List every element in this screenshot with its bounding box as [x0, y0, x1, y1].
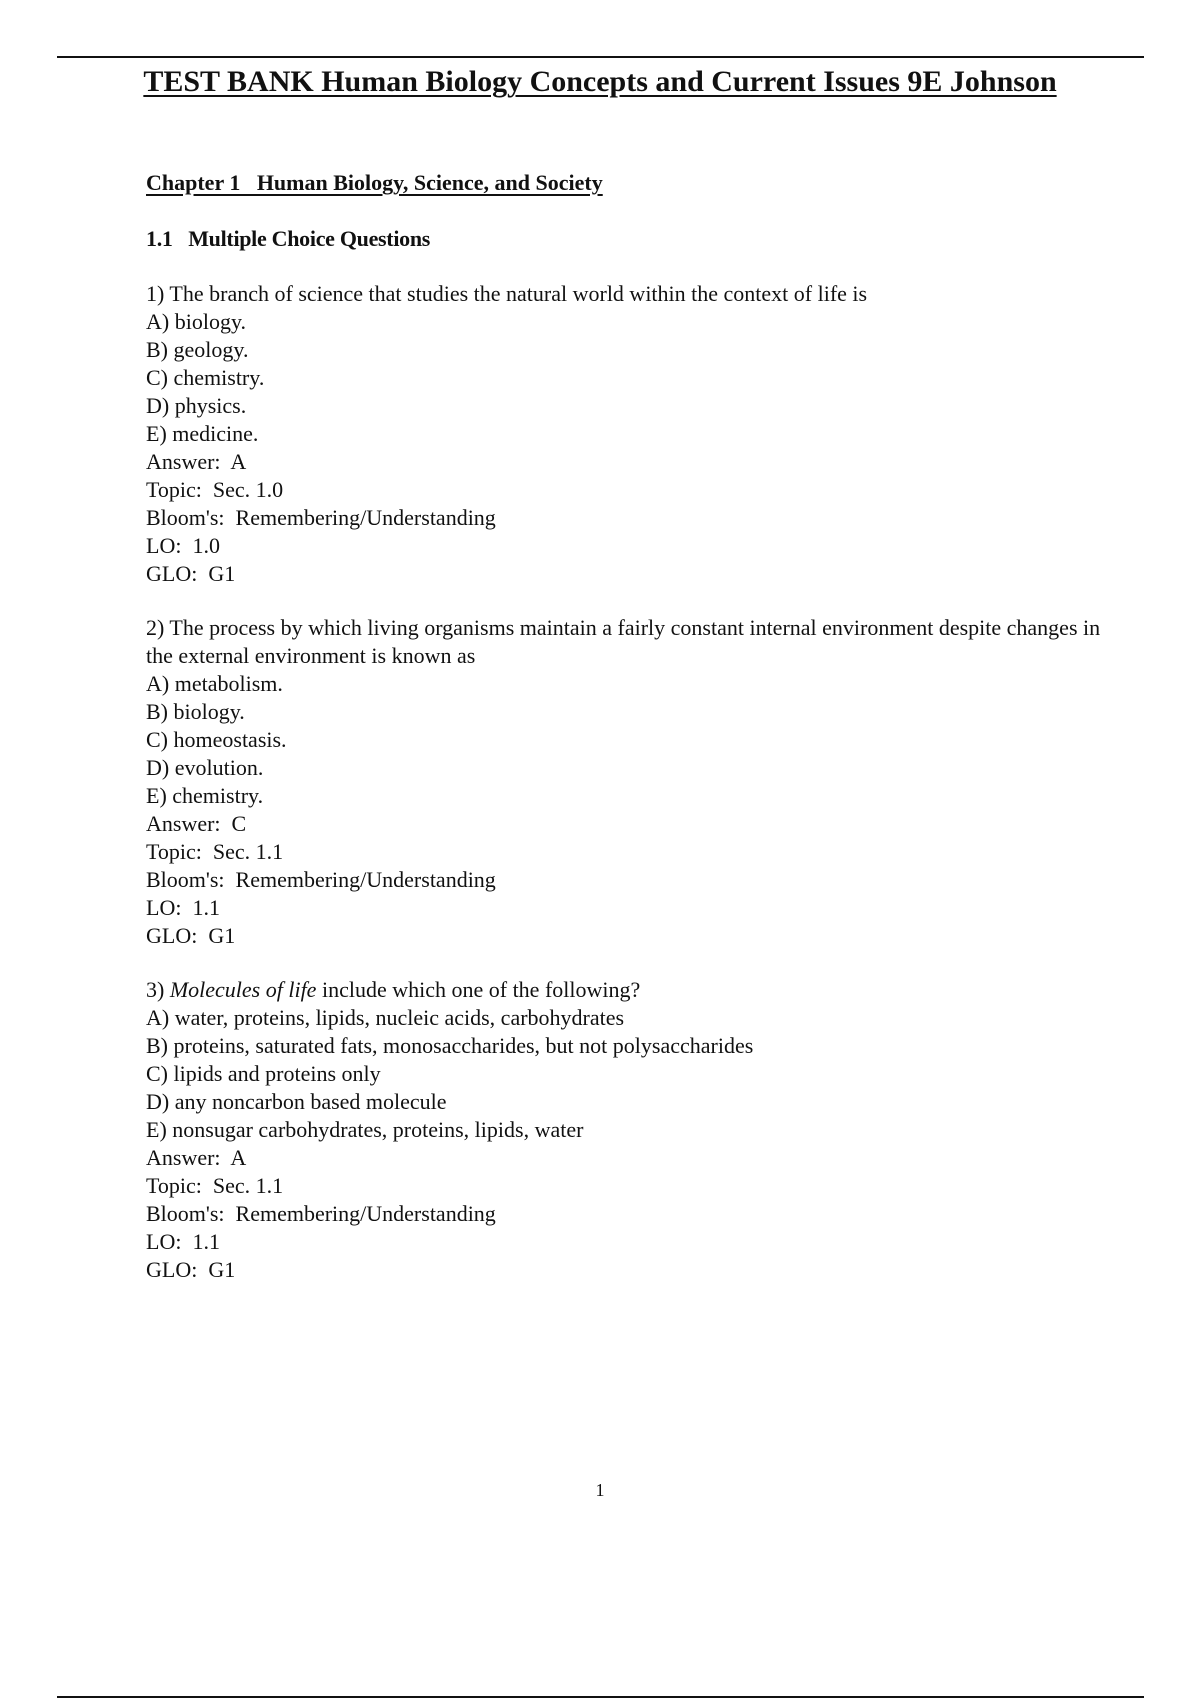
- global-learning-objective: GLO: G1: [146, 1257, 236, 1282]
- page-content: [146, 168, 1106, 1284]
- topic: Topic: Sec. 1.1: [146, 839, 284, 864]
- answer: Answer: C: [146, 811, 247, 836]
- question-3: [146, 976, 1106, 1284]
- answer: Answer: A: [146, 449, 247, 474]
- global-learning-objective: GLO: G1: [146, 561, 236, 586]
- question-stem-rest: include which one of the following?: [316, 977, 641, 1002]
- bottom-rule: [57, 1696, 1144, 1698]
- option-b: B) biology.: [146, 699, 245, 724]
- answer: Answer: A: [146, 1145, 247, 1170]
- question-number: 3): [146, 977, 170, 1002]
- document-title: [0, 62, 1200, 102]
- option-c: C) homeostasis.: [146, 727, 287, 752]
- option-e: E) medicine.: [146, 421, 259, 446]
- option-c: C) lipids and proteins only: [146, 1061, 381, 1086]
- option-d: D) physics.: [146, 393, 247, 418]
- question-stem: 2) The process by which living organisms maintain a fairly constant internal environment despite changes in the external environment is known as: [146, 615, 1101, 668]
- option-a: A) biology.: [146, 309, 247, 334]
- option-c: C) chemistry.: [146, 365, 265, 390]
- question-stem: [146, 976, 1106, 1004]
- option-a: A) water, proteins, lipids, nucleic acids, carbohydrates: [146, 1005, 625, 1030]
- global-learning-objective: GLO: G1: [146, 923, 236, 948]
- topic: Topic: Sec. 1.0: [146, 477, 284, 502]
- option-d: D) evolution.: [146, 755, 264, 780]
- page-number: 1: [595, 1480, 605, 1500]
- option-d: D) any noncarbon based molecule: [146, 1089, 447, 1114]
- question-1: [146, 280, 1106, 588]
- learning-objective: LO: 1.1: [146, 1229, 220, 1254]
- blooms-level: Bloom's: Remembering/Understanding: [146, 505, 496, 530]
- question-stem: 1) The branch of science that studies the natural world within the context of life is: [146, 281, 868, 306]
- italic-term: Molecules of life: [169, 977, 317, 1002]
- chapter-heading: Chapter 1 Human Biology, Science, and Society: [146, 170, 603, 195]
- option-e: E) chemistry.: [146, 783, 264, 808]
- option-b: B) proteins, saturated fats, monosaccharides, but not polysaccharides: [146, 1033, 754, 1058]
- option-e: E) nonsugar carbohydrates, proteins, lipids, water: [146, 1117, 584, 1142]
- document-title-text: TEST BANK Human Biology Concepts and Current Issues 9E Johnson: [143, 65, 1057, 98]
- section-heading: 1.1 Multiple Choice Questions: [146, 226, 431, 251]
- learning-objective: LO: 1.0: [146, 533, 220, 558]
- top-rule: [57, 56, 1144, 58]
- blooms-level: Bloom's: Remembering/Understanding: [146, 867, 496, 892]
- blooms-level: Bloom's: Remembering/Understanding: [146, 1201, 496, 1226]
- option-b: B) geology.: [146, 337, 249, 362]
- topic: Topic: Sec. 1.1: [146, 1173, 284, 1198]
- learning-objective: LO: 1.1: [146, 895, 220, 920]
- question-2: [146, 614, 1106, 950]
- option-a: A) metabolism.: [146, 671, 283, 696]
